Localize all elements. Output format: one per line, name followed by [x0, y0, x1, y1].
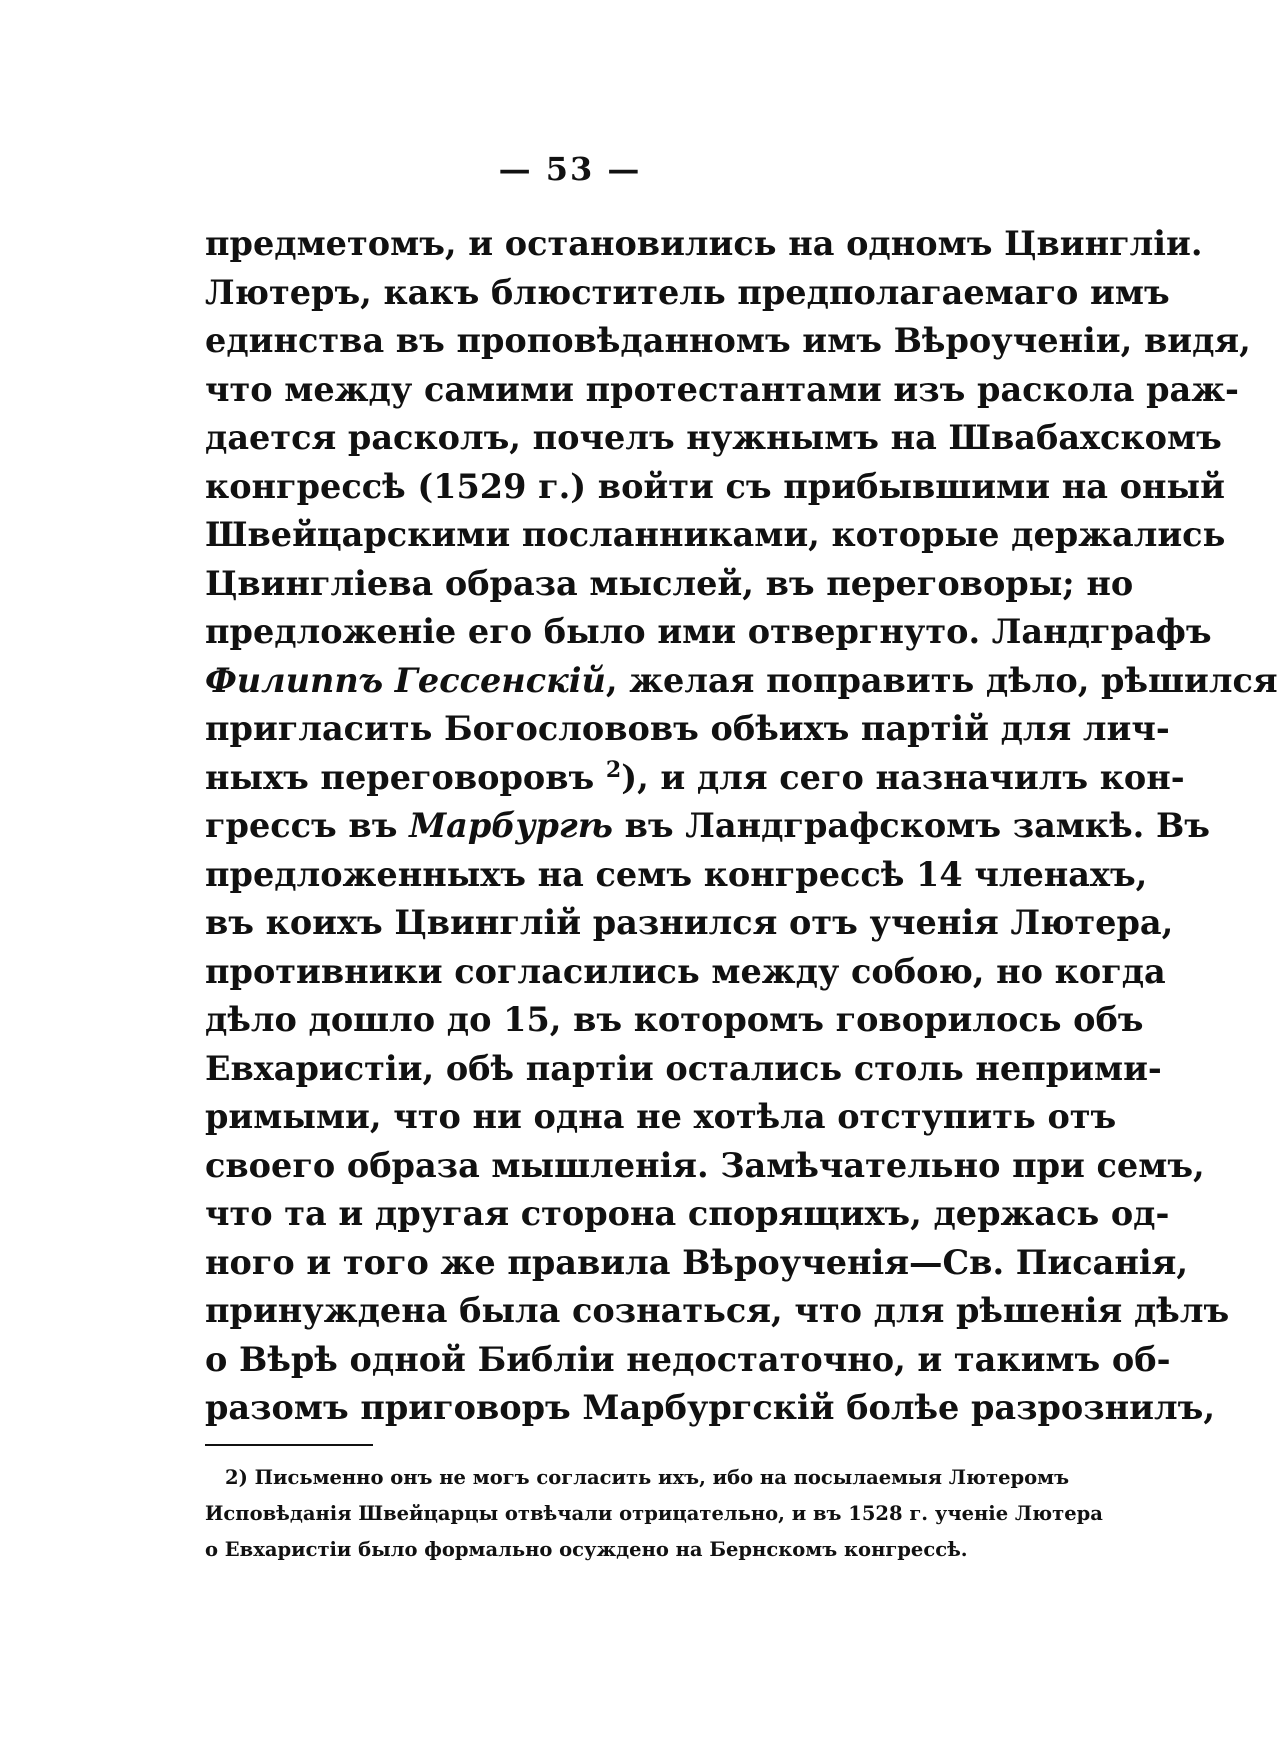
footnote-line: о Евхаристіи было формально осуждено на Бернскомъ конгрессѣ.: [205, 1538, 968, 1561]
text-fragment: въ Ландграфскомъ замкѣ. Въ: [612, 806, 1210, 845]
text-line: единства въ проповѣданномъ имъ Вѣроученіи, видя,: [205, 321, 1251, 360]
text-line: предметомъ, и остановились на одномъ Цвингліи.: [205, 224, 1203, 263]
footnote-line: 2) Письменно онъ не могъ согласить ихъ, ибо на посылаемыя Лютеромъ: [225, 1466, 1070, 1489]
text-line: конгрессѣ (1529 г.) войти съ прибывшими на оный: [205, 466, 1225, 506]
footnote: [205, 1460, 1103, 1568]
footnote-line: Исповѣданія Швейцарцы отвѣчали отрицательно, и въ 1528 г. ученіе Лютера: [205, 1502, 1103, 1525]
text-line: Цвингліева образа мыслей, въ переговоры; но: [205, 563, 1134, 603]
text-line: [205, 802, 1210, 851]
text-line: римыми, что ни одна не хотѣла отступить отъ: [205, 1097, 1117, 1136]
text-fragment: грессъ въ: [205, 806, 410, 845]
text-line: Швейцарскими посланниками, которые держались: [205, 515, 1226, 554]
text-fragment: ), и для сего назначилъ кон-: [621, 757, 1185, 797]
text-line: что та и другая сторона спорящихъ, держась од-: [205, 1194, 1170, 1233]
text-line: предложеніе его было ими отвергнуто. Ландграфъ: [205, 612, 1212, 651]
text-line: [205, 754, 1185, 803]
text-line: предложенныхъ на семъ конгрессѣ 14 членахъ,: [205, 854, 1148, 894]
text-line: Лютеръ, какъ блюститель предполагаемаго имъ: [205, 272, 1170, 312]
text-line: о Вѣрѣ одной Библіи недостаточно, и такимъ об-: [205, 1339, 1171, 1379]
text-fragment: , желая поправить дѣло, рѣшился: [605, 660, 1278, 700]
text-line: своего образа мышленія. Замѣчательно при семъ,: [205, 1145, 1205, 1185]
text-line: ного и того же правила Вѣроученія—Св. Писанія,: [205, 1242, 1189, 1282]
text-line: дается расколъ, почелъ нужнымъ на Швабахскомъ: [205, 418, 1222, 457]
text-line: дѣло дошло до 15, въ которомъ говорилось объ: [205, 1000, 1144, 1039]
text-fragment: ныхъ переговоровъ: [205, 757, 606, 797]
text-line: пригласить Богослововъ обѣихъ партій для лич-: [205, 709, 1170, 748]
text-line: что между самими протестантами изъ раскола раж-: [205, 369, 1239, 409]
text-line: въ коихъ Цвинглій разнился отъ ученія Лютера,: [205, 903, 1174, 942]
italic-name: Филиппъ Гессенскій: [205, 660, 606, 700]
text-line: Евхаристіи, обѣ партіи остались столь неприми-: [205, 1048, 1162, 1088]
text-line: разомъ приговоръ Марбургскій болѣе разрознилъ,: [205, 1388, 1216, 1427]
page-number: — 53 —: [498, 150, 642, 188]
footnote-divider: [205, 1444, 373, 1446]
italic-place: Марбургѣ: [409, 806, 613, 845]
footnote-marker: 2: [605, 756, 622, 783]
text-line: противники согласились между собою, но когда: [205, 951, 1166, 991]
text-line: принуждена была сознаться, что для рѣшенія дѣлъ: [205, 1291, 1230, 1330]
body-text: [205, 220, 1278, 1433]
text-line: [205, 657, 1278, 706]
